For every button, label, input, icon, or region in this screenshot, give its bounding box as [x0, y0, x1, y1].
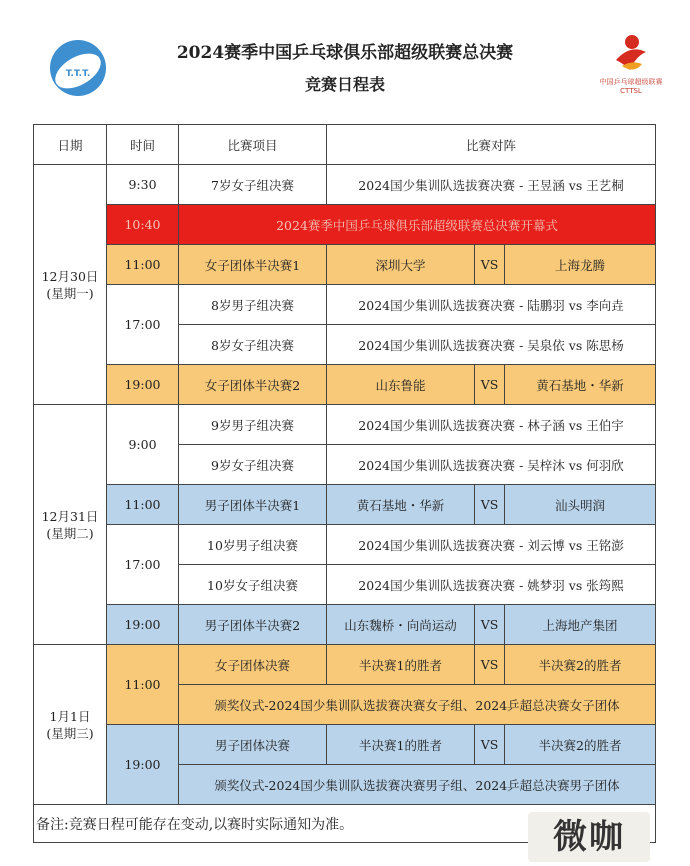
- event-cell: 女子团体半决赛1: [179, 245, 327, 285]
- matchup-cell: 2024国少集训队选拔赛决赛 - 陆鹏羽 vs 李向垚: [327, 285, 656, 325]
- event-cell: 9岁女子组决赛: [179, 445, 327, 485]
- logo-left-text: T.T.T.: [65, 69, 91, 79]
- time-cell: 17:00: [107, 525, 179, 605]
- table-row: [34, 165, 656, 205]
- event-cell: 8岁女子组决赛: [179, 325, 327, 365]
- team-b-cell: 半决赛2的胜者: [505, 645, 656, 685]
- logo-right-text: 中国乒乓球超级联赛 CTTSL: [599, 78, 663, 95]
- time-cell: 11:00: [107, 485, 179, 525]
- date-cell: 12月31日 (星期二): [34, 405, 107, 645]
- time-cell: 19:00: [107, 365, 179, 405]
- event-cell: 8岁男子组决赛: [179, 285, 327, 325]
- team-a-cell: 半决赛1的胜者: [327, 725, 475, 765]
- cttsl-logo: [596, 30, 666, 105]
- document-subtitle: 竞赛日程表: [304, 75, 385, 94]
- ceremony-cell: 颁奖仪式-2024国少集训队选拔赛决赛男子组、2024乒超总决赛男子团体: [179, 765, 656, 805]
- date-cell: 1月1日 (星期三): [34, 645, 107, 805]
- ceremony-cell: 2024赛季中国乒乓球俱乐部超级联赛总决赛开幕式: [179, 205, 656, 245]
- table-row: [34, 365, 656, 405]
- vs-cell: VS: [475, 725, 505, 765]
- team-a-cell: 黄石基地・华新: [327, 485, 475, 525]
- header-event: 比赛项目: [179, 125, 327, 165]
- matchup-cell: 2024国少集训队选拔赛决赛 - 吴泉依 vs 陈思杨: [327, 325, 656, 365]
- watermark: 微咖: [528, 812, 650, 862]
- team-a-cell: 半决赛1的胜者: [327, 645, 475, 685]
- matchup-cell: 2024国少集训队选拔赛决赛 - 王昱涵 vs 王艺桐: [327, 165, 656, 205]
- vs-cell: VS: [475, 245, 505, 285]
- team-b-cell: 黄石基地・华新: [505, 365, 656, 405]
- vs-cell: VS: [475, 485, 505, 525]
- header-date: 日期: [34, 125, 107, 165]
- ceremony-cell: 颁奖仪式-2024国少集训队选拔赛决赛女子组、2024乒超总决赛女子团体: [179, 685, 656, 725]
- vs-cell: VS: [475, 645, 505, 685]
- header-matchup: 比赛对阵: [327, 125, 656, 165]
- note-text: 备注:竞赛日程可能存在变动,以赛时实际通知为准。: [34, 805, 656, 843]
- team-a-cell: 深圳大学: [327, 245, 475, 285]
- table-row: [34, 245, 656, 285]
- table-row: [34, 285, 656, 325]
- time-cell: 9:30: [107, 165, 179, 205]
- document-title: 2024赛季中国乒乓球俱乐部超级联赛总决赛: [176, 43, 514, 63]
- cttsl-logo-icon: [596, 30, 666, 78]
- event-cell: 9岁男子组决赛: [179, 405, 327, 445]
- time-cell: 19:00: [107, 725, 179, 805]
- ittf-logo-icon: [48, 38, 108, 98]
- team-b-cell: 上海地产集团: [505, 605, 656, 645]
- matchup-cell: 2024国少集训队选拔赛决赛 - 林子涵 vs 王伯宇: [327, 405, 656, 445]
- team-b-cell: 半决赛2的胜者: [505, 725, 656, 765]
- time-cell: 17:00: [107, 285, 179, 365]
- event-cell: 男子团体半决赛2: [179, 605, 327, 645]
- team-b-cell: 上海龙腾: [505, 245, 656, 285]
- time-cell: 11:00: [107, 645, 179, 725]
- team-a-cell: 山东魏桥・向尚运动: [327, 605, 475, 645]
- table-row: [34, 405, 656, 445]
- matchup-cell: 2024国少集训队选拔赛决赛 - 吴梓沐 vs 何羽欣: [327, 445, 656, 485]
- event-cell: 男子团体决赛: [179, 725, 327, 765]
- time-cell: 19:00: [107, 605, 179, 645]
- event-cell: 7岁女子组决赛: [179, 165, 327, 205]
- event-cell: 10岁女子组决赛: [179, 565, 327, 605]
- time-cell: 10:40: [107, 205, 179, 245]
- matchup-cell: 2024国少集训队选拔赛决赛 - 姚梦羽 vs 张筠熙: [327, 565, 656, 605]
- table-header-row: [34, 125, 656, 165]
- time-cell: 9:00: [107, 405, 179, 485]
- matchup-cell: 2024国少集训队选拔赛决赛 - 刘云博 vs 王铭澎: [327, 525, 656, 565]
- vs-cell: VS: [475, 605, 505, 645]
- event-cell: 女子团体半决赛2: [179, 365, 327, 405]
- table-row: [34, 645, 656, 685]
- schedule-table: [33, 124, 656, 843]
- header-time: 时间: [107, 125, 179, 165]
- table-row: [34, 725, 656, 765]
- event-cell: 男子团体半决赛1: [179, 485, 327, 525]
- table-row: [34, 605, 656, 645]
- date-cell: 12月30日 (星期一): [34, 165, 107, 405]
- table-row-ceremony: [34, 205, 656, 245]
- time-cell: 11:00: [107, 245, 179, 285]
- table-row: [34, 485, 656, 525]
- vs-cell: VS: [475, 365, 505, 405]
- event-cell: 10岁男子组决赛: [179, 525, 327, 565]
- team-a-cell: 山东鲁能: [327, 365, 475, 405]
- team-b-cell: 汕头明润: [505, 485, 656, 525]
- table-row: [34, 525, 656, 565]
- event-cell: 女子团体决赛: [179, 645, 327, 685]
